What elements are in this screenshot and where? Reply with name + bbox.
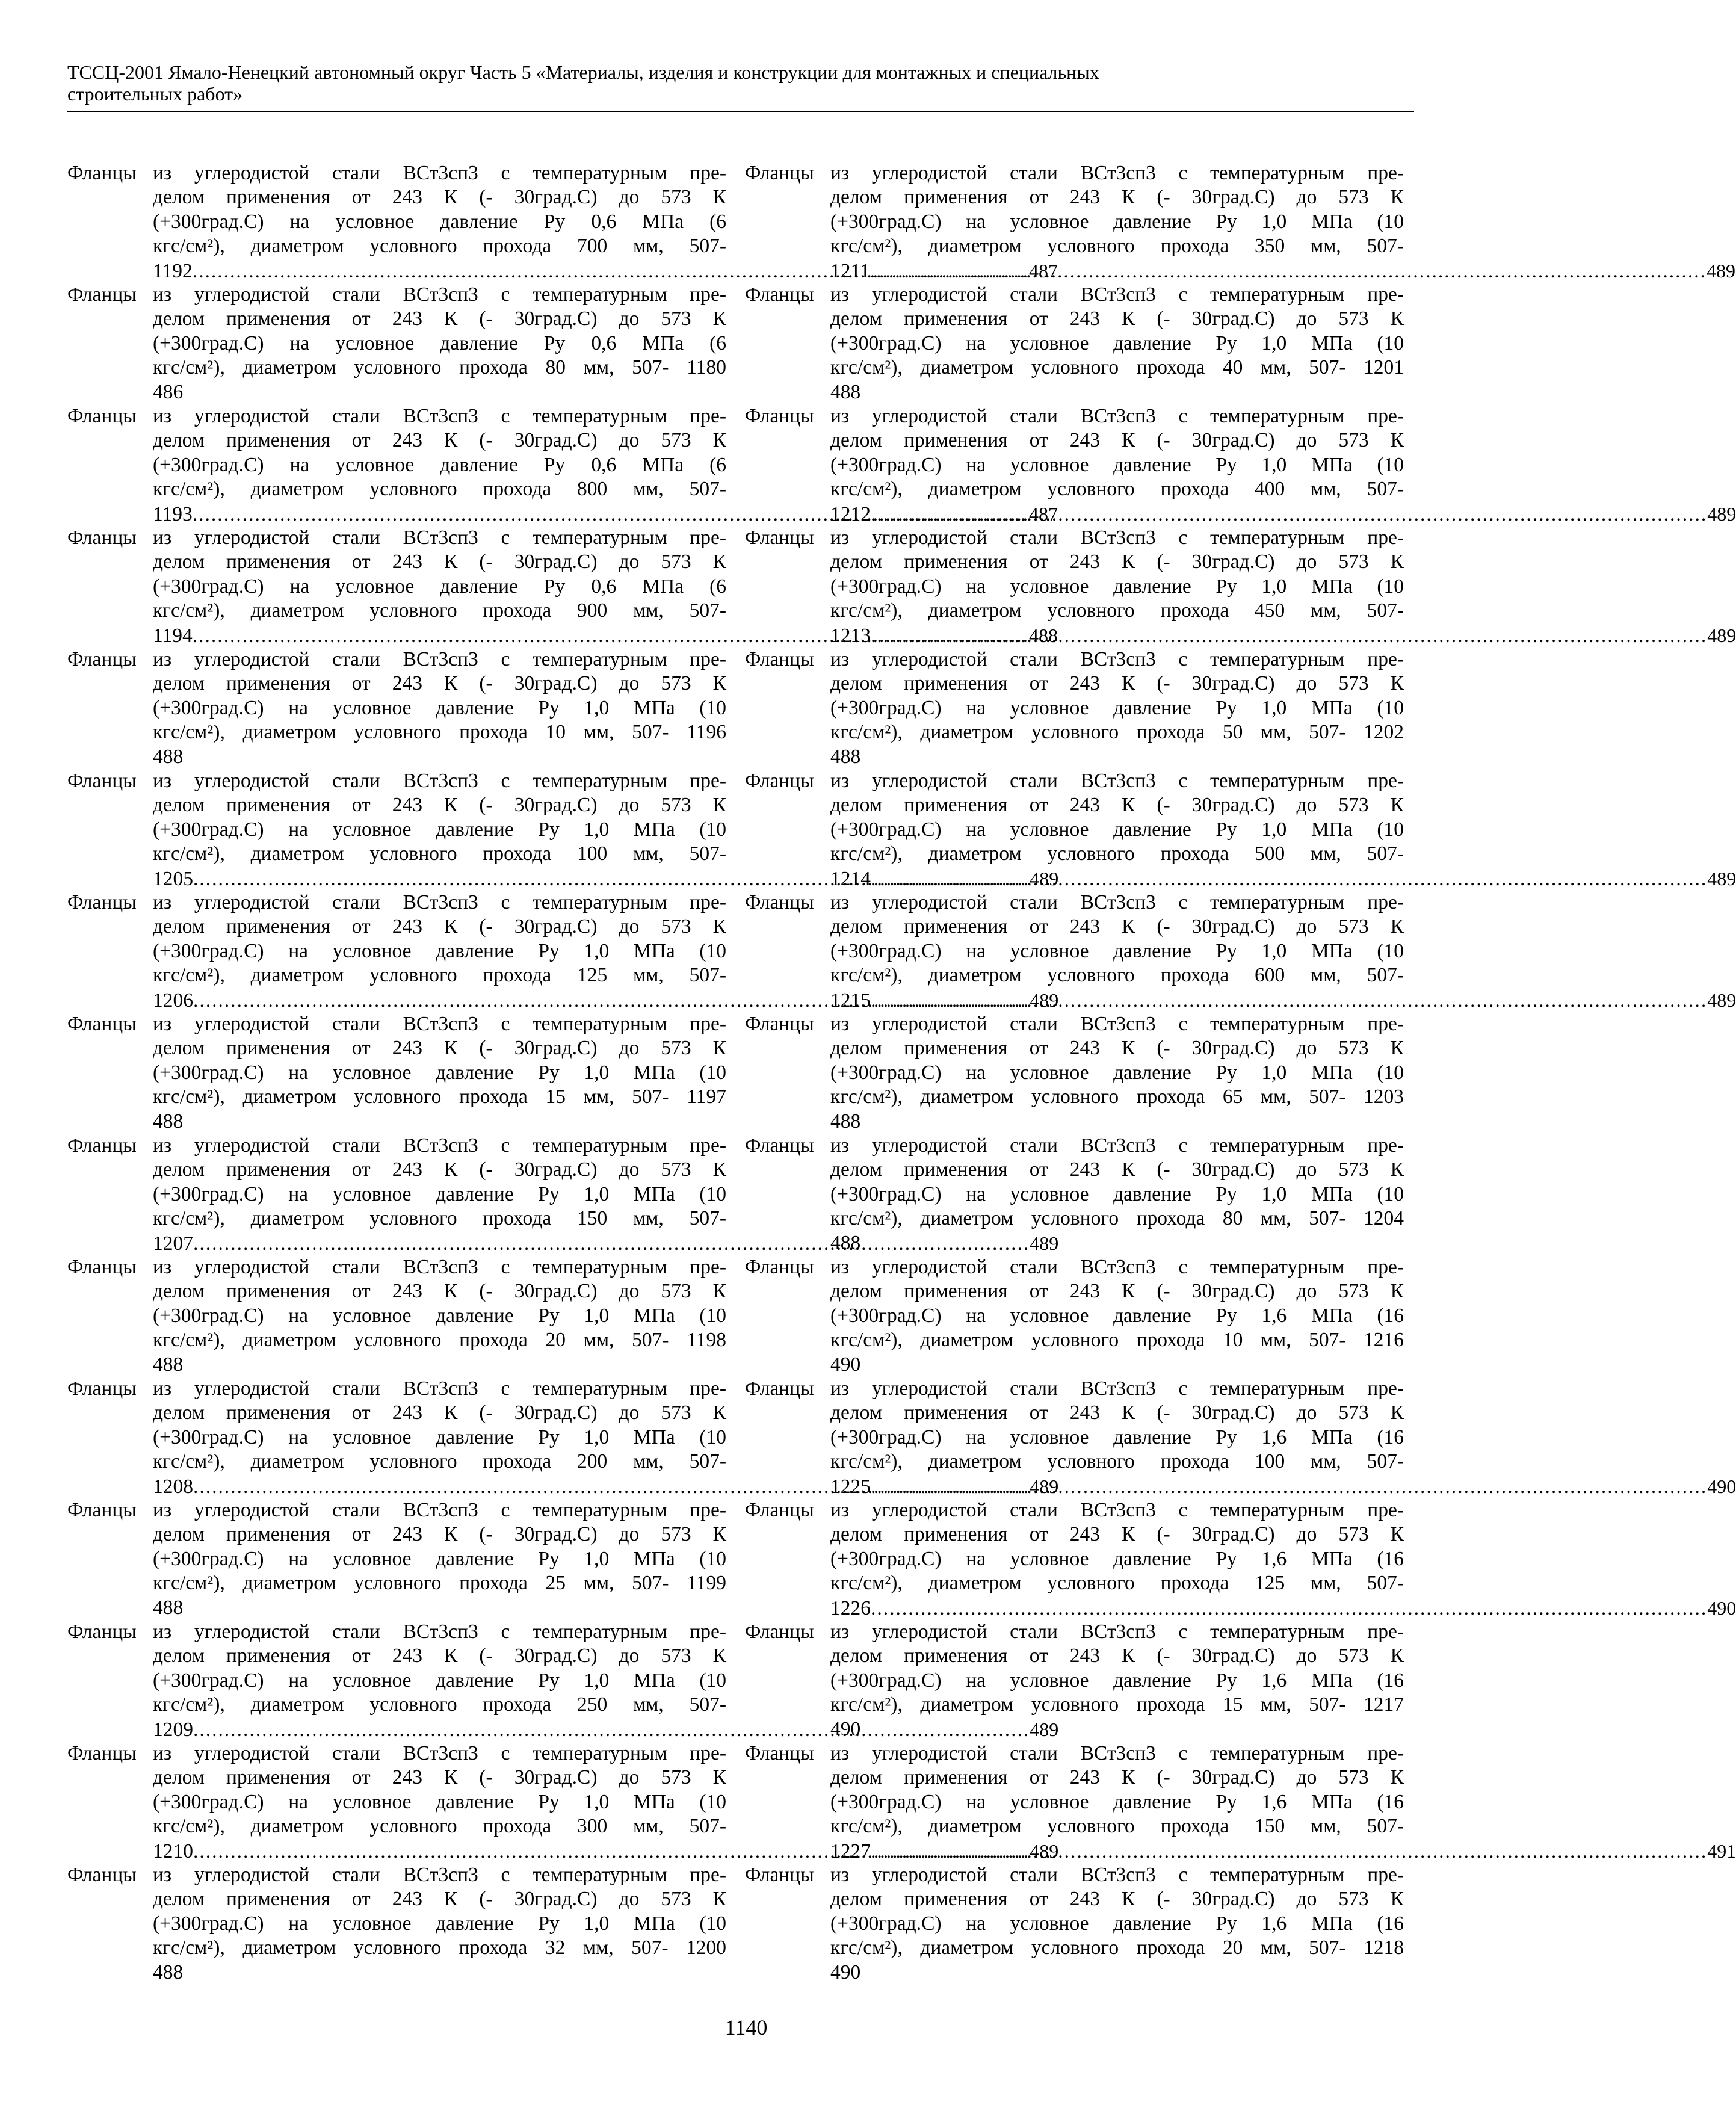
index-entry	[745, 891, 1736, 1012]
entry-line-2: делом применения от 243 К (- 30град.С) до 573 К	[153, 672, 726, 695]
entry-line-3: (+300град.С) на условное давление Ру 0,6 МПа (6	[153, 210, 726, 233]
entry-lead-word: Фланцы	[67, 1621, 137, 1643]
dot-leader	[871, 989, 1707, 1012]
entry-line-4: кгс/см²), диаметром условного прохода 125 мм, 507-	[830, 1572, 1404, 1595]
entry-line-4: кгс/см²), диаметром условного прохода 450 мм, 507-	[830, 599, 1404, 622]
entry-code: 1209	[153, 1718, 193, 1741]
entry-line-3: (+300град.С) на условное давление Ру 1,0 МПа (10	[830, 1182, 1404, 1205]
entry-line-4: кгс/см²), диаметром условного прохода 800 мм, 507-	[153, 478, 726, 501]
entry-line-4: кгс/см²), диаметром условного прохода 65 мм, 507- 1203	[830, 1086, 1404, 1108]
header-line-2: строительных работ»	[67, 83, 243, 105]
entry-line-4: кгс/см²), диаметром условного прохода 80 мм, 507- 1180	[153, 356, 726, 379]
entry-page-ref: 487	[1029, 502, 1058, 525]
entry-line-2: делом применения от 243 К (- 30град.С) до 573 К	[830, 551, 1404, 573]
entry-line-4: кгс/см²), диаметром условного прохода 500 мм, 507-	[830, 842, 1404, 865]
entry-line-2: делом применения от 243 К (- 30град.С) до 573 К	[153, 1766, 726, 1789]
entry-page-ref: 490	[830, 1353, 861, 1376]
index-entry	[67, 1012, 726, 1134]
entry-code: 1225	[830, 1475, 871, 1498]
entry-line-1: из углеродистой стали ВСт3сп3 с температурным пре-	[830, 1013, 1404, 1035]
entry-code: 1210	[153, 1840, 193, 1862]
entry-line-2: делом применения от 243 К (- 30град.С) до 573 К	[153, 915, 726, 938]
entry-line-1: из углеродистой стали ВСт3сп3 с температурным пре-	[153, 770, 726, 792]
entry-line-2: делом применения от 243 К (- 30град.С) до 573 К	[153, 308, 726, 330]
entry-line-2: делом применения от 243 К (- 30град.С) до 573 К	[830, 1402, 1404, 1424]
entry-line-2: делом применения от 243 К (- 30град.С) до 573 К	[830, 1280, 1404, 1303]
entry-line-3: (+300град.С) на условное давление Ру 1,6 МПа (16	[830, 1790, 1404, 1813]
index-entry	[67, 283, 726, 404]
index-entry	[745, 1863, 1404, 1985]
entry-line-3: (+300град.С) на условное давление Ру 1,0 МПа (10	[153, 939, 726, 962]
index-column-right	[745, 161, 1736, 1985]
entry-line-4: кгс/см²), диаметром условного прохода 200 мм, 507-	[153, 1450, 726, 1473]
index-entry	[745, 1255, 1404, 1377]
entry-lead-word: Фланцы	[745, 405, 814, 427]
index-entry	[67, 648, 726, 769]
entry-line-1: из углеродистой стали ВСт3сп3 с температурным пре-	[153, 1134, 726, 1157]
entry-code-leader-row	[830, 502, 1736, 527]
entry-line-4: кгс/см²), диаметром условного прохода 700 мм, 507-	[153, 235, 726, 258]
entry-line-1: из углеродистой стали ВСт3сп3 с температурным пре-	[153, 891, 726, 913]
entry-lead-word: Фланцы	[67, 283, 137, 306]
entry-line-3: (+300град.С) на условное давление Ру 1,0 МПа (10	[830, 818, 1404, 841]
entry-line-4: кгс/см²), диаметром условного прохода 600 мм, 507-	[830, 964, 1404, 987]
entry-line-2: делом применения от 243 К (- 30град.С) до 573 К	[153, 1523, 726, 1546]
entry-line-3: (+300град.С) на условное давление Ру 1,0 МПа (10	[830, 696, 1404, 719]
entry-line-3: (+300град.С) на условное давление Ру 1,0 МПа (10	[153, 696, 726, 719]
entry-line-2: делом применения от 243 К (- 30град.С) до 573 К	[153, 1037, 726, 1060]
entry-lead-word: Фланцы	[67, 1864, 137, 1886]
entry-code: 1193	[153, 502, 193, 525]
entry-lead-word: Фланцы	[745, 1499, 814, 1521]
entry-lead-word: Фланцы	[745, 1013, 814, 1035]
entry-page-ref: 489	[1707, 989, 1736, 1011]
entry-line-2: делом применения от 243 К (- 30град.С) до 573 К	[153, 429, 726, 452]
entry-lead-word: Фланцы	[67, 405, 137, 427]
entry-line-3: (+300град.С) на условное давление Ру 1,0 МПа (10	[830, 210, 1404, 233]
entry-line-2: делом применения от 243 К (- 30град.С) до 573 К	[830, 1037, 1404, 1060]
entry-line-3: (+300град.С) на условное давление Ру 1,0 МПа (10	[830, 453, 1404, 476]
index-entry	[745, 283, 1404, 404]
entry-line-4: кгс/см²), диаметром условного прохода 15 мм, 507- 1217	[830, 1693, 1404, 1716]
entry-lead-word: Фланцы	[745, 1742, 814, 1764]
entry-line-3: (+300град.С) на условное давление Ру 1,6 МПа (16	[830, 1912, 1404, 1935]
entry-line-4: кгс/см²), диаметром условного прохода 20 мм, 507- 1198	[153, 1329, 726, 1352]
entry-lead-word: Фланцы	[67, 1013, 137, 1035]
entry-page-ref: 490	[830, 1961, 861, 1983]
entry-line-4: кгс/см²), диаметром условного прохода 900 мм, 507-	[153, 599, 726, 622]
entry-line-4: кгс/см²), диаметром условного прохода 100 мм, 507-	[830, 1450, 1404, 1473]
entry-code: 1214	[830, 867, 871, 890]
index-entry	[745, 1742, 1736, 1863]
entry-code: 1208	[153, 1475, 193, 1498]
entry-line-1: из углеродистой стали ВСт3сп3 с температурным пре-	[153, 1621, 726, 1643]
entry-line-4: кгс/см²), диаметром условного прохода 80 мм, 507- 1204	[830, 1207, 1404, 1230]
entry-line-4: кгс/см²), диаметром условного прохода 350 мм, 507-	[830, 235, 1404, 258]
entry-page-ref: 488	[153, 1110, 184, 1133]
entry-line-1: из углеродистой стали ВСт3сп3 с температурным пре-	[830, 1742, 1404, 1764]
entry-line-4: кгс/см²), диаметром условного прохода 100 мм, 507-	[153, 842, 726, 865]
entry-line-3: (+300град.С) на условное давление Ру 1,0 МПа (10	[153, 1304, 726, 1327]
entry-line-3: (+300град.С) на условное давление Ру 1,0 МПа (10	[830, 332, 1404, 354]
entry-lead-word: Фланцы	[745, 1134, 814, 1157]
entry-code: 1192	[153, 259, 193, 282]
entry-page-ref: 489	[1707, 502, 1736, 525]
index-entry	[67, 1255, 726, 1377]
entry-lead-word: Фланцы	[745, 527, 814, 549]
entry-lead-word: Фланцы	[67, 1377, 137, 1400]
entry-code: 1226	[830, 1596, 871, 1619]
entry-lead-word: Фланцы	[67, 1256, 137, 1278]
entry-line-4: кгс/см²), диаметром условного прохода 50 мм, 507- 1202	[830, 721, 1404, 744]
entry-line-1: из углеродистой стали ВСт3сп3 с температурным пре-	[830, 1621, 1404, 1643]
entry-code-leader-row	[830, 259, 1736, 283]
entry-line-4: кгс/см²), диаметром условного прохода 20 мм, 507- 1218	[830, 1936, 1404, 1959]
entry-lead-word: Фланцы	[67, 1499, 137, 1521]
entry-page-ref: 487	[1029, 259, 1058, 282]
entry-line-4: кгс/см²), диаметром условного прохода 32 мм, 507- 1200	[153, 1936, 726, 1959]
entry-line-1: из углеродистой стали ВСт3сп3 с температурным пре-	[153, 405, 726, 427]
entry-page-ref: 489	[1030, 989, 1059, 1011]
entry-line-3: (+300град.С) на условное давление Ру 1,6 МПа (16	[830, 1669, 1404, 1692]
entry-page-ref: 488	[830, 1110, 861, 1133]
index-entry	[745, 1377, 1736, 1498]
entry-page-ref: 490	[1707, 1475, 1736, 1497]
entry-page-ref: 489	[1030, 1840, 1059, 1862]
entry-page-ref: 488	[830, 1231, 861, 1254]
entry-line-3: (+300град.С) на условное давление Ру 1,0 МПа (10	[153, 1426, 726, 1448]
entry-line-4: кгс/см²), диаметром условного прохода 300 мм, 507-	[153, 1815, 726, 1838]
entry-line-1: из углеродистой стали ВСт3сп3 с температурным пре-	[153, 283, 726, 306]
entry-line-3: (+300град.С) на условное давление Ру 1,6 МПа (16	[830, 1547, 1404, 1570]
entry-line-1: из углеродистой стали ВСт3сп3 с температурным пре-	[830, 648, 1404, 670]
entry-line-2: делом применения от 243 К (- 30град.С) до 573 К	[153, 1402, 726, 1424]
entry-code-leader-row	[830, 1596, 1736, 1621]
entry-line-3: (+300град.С) на условное давление Ру 1,6 МПа (16	[830, 1304, 1404, 1327]
index-entry	[745, 1498, 1736, 1620]
entry-lead-word: Фланцы	[67, 162, 137, 184]
entry-line-2: делом применения от 243 К (- 30град.С) до 573 К	[830, 308, 1404, 330]
entry-lead-word: Фланцы	[67, 770, 137, 792]
dot-leader	[870, 260, 1707, 282]
entry-line-2: делом применения от 243 К (- 30град.С) до 573 К	[153, 1280, 726, 1303]
entry-line-2: делом применения от 243 К (- 30град.С) до 573 К	[830, 1888, 1404, 1911]
entry-code: 1215	[830, 989, 871, 1012]
entry-code-leader-row	[830, 988, 1736, 1013]
index-entry	[745, 526, 1736, 648]
entry-line-1: из углеродистой стали ВСт3сп3 с температурным пре-	[830, 1377, 1404, 1400]
entry-page-ref: 488	[153, 745, 184, 768]
entry-line-3: (+300град.С) на условное давление Ру 0,6 МПа (6	[153, 575, 726, 598]
entry-page-ref: 490	[830, 1717, 861, 1740]
entry-line-2: делом применения от 243 К (- 30град.С) до 573 К	[153, 1158, 726, 1181]
entry-line-4: кгс/см²), диаметром условного прохода 400 мм, 507-	[830, 478, 1404, 501]
entry-line-2: делом применения от 243 К (- 30град.С) до 573 К	[830, 186, 1404, 209]
entry-lead-word: Фланцы	[67, 1742, 137, 1764]
entry-code: 1227	[830, 1840, 871, 1862]
entry-code: 1211	[830, 259, 870, 282]
entry-line-3: (+300град.С) на условное давление Ру 1,6 МПа (16	[830, 1426, 1404, 1448]
entry-code: 1213	[830, 624, 871, 647]
entry-lead-word: Фланцы	[745, 162, 814, 184]
dot-leader	[871, 1840, 1707, 1862]
entry-lead-word: Фланцы	[67, 527, 137, 549]
entry-line-2: делом применения от 243 К (- 30град.С) до 573 К	[153, 794, 726, 817]
entry-lead-word: Фланцы	[745, 283, 814, 306]
entry-line-1: из углеродистой стали ВСт3сп3 с температурным пре-	[830, 1256, 1404, 1278]
index-entry	[745, 404, 1736, 526]
index-entry	[67, 1863, 726, 1985]
entry-code-leader-row	[830, 1474, 1736, 1499]
entry-line-2: делом применения от 243 К (- 30град.С) до 573 К	[153, 186, 726, 209]
entry-line-3: (+300град.С) на условное давление Ру 1,0 МПа (10	[153, 818, 726, 841]
entry-line-3: (+300град.С) на условное давление Ру 1,0 МПа (10	[153, 1061, 726, 1084]
header-rule	[67, 111, 1414, 112]
entry-line-1: из углеродистой стали ВСт3сп3 с температурным пре-	[830, 162, 1404, 184]
entry-line-3: (+300град.С) на условное давление Ру 1,0 МПа (10	[153, 1790, 726, 1813]
entry-line-1: из углеродистой стали ВСт3сп3 с температурным пре-	[153, 648, 726, 670]
entry-line-3: (+300град.С) на условное давление Ру 1,0 МПа (10	[153, 1669, 726, 1692]
entry-line-1: из углеродистой стали ВСт3сп3 с температурным пре-	[830, 1864, 1404, 1886]
entry-page-ref: 486	[153, 380, 184, 403]
entry-line-1: из углеродистой стали ВСт3сп3 с температурным пре-	[153, 1256, 726, 1278]
entry-code: 1212	[830, 502, 871, 525]
entry-page-ref: 490	[1707, 1596, 1736, 1619]
index-entry	[745, 1134, 1404, 1255]
entry-page-ref: 489	[1707, 624, 1736, 646]
dot-leader	[871, 503, 1707, 525]
running-header	[67, 61, 1403, 105]
entry-line-2: делом применения от 243 К (- 30град.С) до 573 К	[830, 672, 1404, 695]
entry-line-1: из углеродистой стали ВСт3сп3 с температурным пре-	[153, 1864, 726, 1886]
entry-code: 1194	[153, 624, 193, 647]
entry-line-4: кгс/см²), диаметром условного прохода 15 мм, 507- 1197	[153, 1086, 726, 1108]
entry-line-3: (+300град.С) на условное давление Ру 1,0 МПа (10	[153, 1182, 726, 1205]
header-line-1: ТССЦ-2001 Ямало-Ненецкий автономный округ Часть 5 «Материалы, изделия и конструкции для монтажных и специальных	[67, 61, 1099, 83]
entry-line-4: кгс/см²), диаметром условного прохода 250 мм, 507-	[153, 1693, 726, 1716]
entry-page-ref: 488	[153, 1961, 184, 1983]
entry-line-1: из углеродистой стали ВСт3сп3 с температурным пре-	[153, 1499, 726, 1521]
page-number: 1140	[724, 2015, 768, 2039]
entry-lead-word: Фланцы	[745, 1621, 814, 1643]
entry-line-3: (+300град.С) на условное давление Ру 1,0 МПа (10	[153, 1547, 726, 1570]
entry-lead-word: Фланцы	[67, 648, 137, 670]
entry-line-1: из углеродистой стали ВСт3сп3 с температурным пре-	[153, 527, 726, 549]
entry-page-ref: 488	[153, 1353, 184, 1376]
entry-line-1: из углеродистой стали ВСт3сп3 с температурным пре-	[153, 1742, 726, 1764]
entry-line-4: кгс/см²), диаметром условного прохода 125 мм, 507-	[153, 964, 726, 987]
entry-line-2: делом применения от 243 К (- 30град.С) до 573 К	[153, 551, 726, 573]
entry-page-ref: 489	[1030, 1718, 1059, 1740]
entry-line-2: делом применения от 243 К (- 30град.С) до 573 К	[830, 1158, 1404, 1181]
entry-line-1: из углеродистой стали ВСт3сп3 с температурным пре-	[830, 770, 1404, 792]
entry-line-2: делом применения от 243 К (- 30град.С) до 573 К	[830, 915, 1404, 938]
entry-line-1: из углеродистой стали ВСт3сп3 с температурным пре-	[830, 891, 1404, 913]
entry-line-3: (+300град.С) на условное давление Ру 1,0 МПа (10	[830, 1061, 1404, 1084]
entry-line-1: из углеродистой стали ВСт3сп3 с температурным пре-	[153, 1377, 726, 1400]
entry-line-3: (+300град.С) на условное давление Ру 1,0 МПа (10	[830, 939, 1404, 962]
entry-line-1: из углеродистой стали ВСт3сп3 с температурным пре-	[153, 162, 726, 184]
entry-page-ref: 488	[1029, 624, 1058, 646]
entry-line-1: из углеродистой стали ВСт3сп3 с температурным пре-	[830, 1134, 1404, 1157]
entry-line-4: кгс/см²), диаметром условного прохода 10 мм, 507- 1196	[153, 721, 726, 744]
entry-code-leader-row	[830, 1839, 1736, 1864]
entry-line-3: (+300град.С) на условное давление Ру 0,6 МПа (6	[153, 332, 726, 354]
entry-page-ref: 489	[1707, 867, 1736, 889]
entry-line-2: делом применения от 243 К (- 30град.С) до 573 К	[830, 429, 1404, 452]
index-entry	[745, 769, 1736, 891]
entry-line-2: делом применения от 243 К (- 30град.С) до 573 К	[153, 1888, 726, 1911]
entry-lead-word: Фланцы	[745, 648, 814, 670]
entry-code: 1207	[153, 1232, 193, 1255]
entry-line-4: кгс/см²), диаметром условного прохода 40 мм, 507- 1201	[830, 356, 1404, 379]
entry-line-2: делом применения от 243 К (- 30град.С) до 573 К	[830, 1645, 1404, 1667]
entry-line-2: делом применения от 243 К (- 30град.С) до 573 К	[830, 794, 1404, 817]
entry-line-4: кгс/см²), диаметром условного прохода 150 мм, 507-	[830, 1815, 1404, 1838]
dot-leader	[871, 625, 1707, 647]
entry-line-1: из углеродистой стали ВСт3сп3 с температурным пре-	[830, 405, 1404, 427]
entry-line-2: делом применения от 243 К (- 30град.С) до 573 К	[153, 1645, 726, 1667]
entry-line-4: кгс/см²), диаметром условного прохода 10 мм, 507- 1216	[830, 1329, 1404, 1352]
entry-page-ref: 491	[1707, 1840, 1736, 1862]
entry-code-leader-row	[830, 623, 1736, 648]
index-entry	[745, 161, 1736, 283]
entry-page-ref: 489	[1030, 867, 1059, 889]
entry-lead-word: Фланцы	[745, 1256, 814, 1278]
entry-lead-word: Фланцы	[745, 770, 814, 792]
index-entry	[745, 1012, 1404, 1134]
dot-leader	[871, 1476, 1707, 1498]
entry-code: 1206	[153, 989, 193, 1012]
entry-line-1: из углеродистой стали ВСт3сп3 с температурным пре-	[830, 527, 1404, 549]
entry-code-leader-row	[830, 867, 1736, 891]
entry-lead-word: Фланцы	[67, 1134, 137, 1157]
dot-leader	[871, 868, 1707, 890]
entry-line-3: (+300град.С) на условное давление Ру 1,0 МПа (10	[153, 1912, 726, 1935]
entry-line-1: из углеродистой стали ВСт3сп3 с температурным пре-	[153, 1013, 726, 1035]
entry-line-4: кгс/см²), диаметром условного прохода 25 мм, 507- 1199	[153, 1572, 726, 1595]
entry-page-ref: 488	[830, 380, 861, 403]
entry-lead-word: Фланцы	[67, 891, 137, 913]
entry-lead-word: Фланцы	[745, 1377, 814, 1400]
entry-page-ref: 488	[153, 1596, 184, 1619]
entry-line-3: (+300град.С) на условное давление Ру 1,0 МПа (10	[830, 575, 1404, 598]
dot-leader	[871, 1597, 1707, 1619]
index-entry	[745, 648, 1404, 769]
entry-line-2: делом применения от 243 К (- 30град.С) до 573 К	[830, 1766, 1404, 1789]
entry-line-3: (+300град.С) на условное давление Ру 0,6 МПа (6	[153, 453, 726, 476]
index-entry	[67, 1498, 726, 1620]
entry-lead-word: Фланцы	[745, 891, 814, 913]
entry-page-ref: 489	[1707, 259, 1736, 282]
entry-page-ref: 489	[1030, 1232, 1059, 1254]
entry-page-ref: 488	[830, 745, 861, 768]
entry-line-2: делом применения от 243 К (- 30град.С) до 573 К	[830, 1523, 1404, 1546]
entry-lead-word: Фланцы	[745, 1864, 814, 1886]
entry-line-1: из углеродистой стали ВСт3сп3 с температурным пре-	[830, 1499, 1404, 1521]
index-entry	[745, 1620, 1404, 1742]
entry-line-4: кгс/см²), диаметром условного прохода 150 мм, 507-	[153, 1207, 726, 1230]
entry-line-1: из углеродистой стали ВСт3сп3 с температурным пре-	[830, 283, 1404, 306]
entry-page-ref: 489	[1030, 1475, 1059, 1497]
entry-code: 1205	[153, 867, 193, 890]
